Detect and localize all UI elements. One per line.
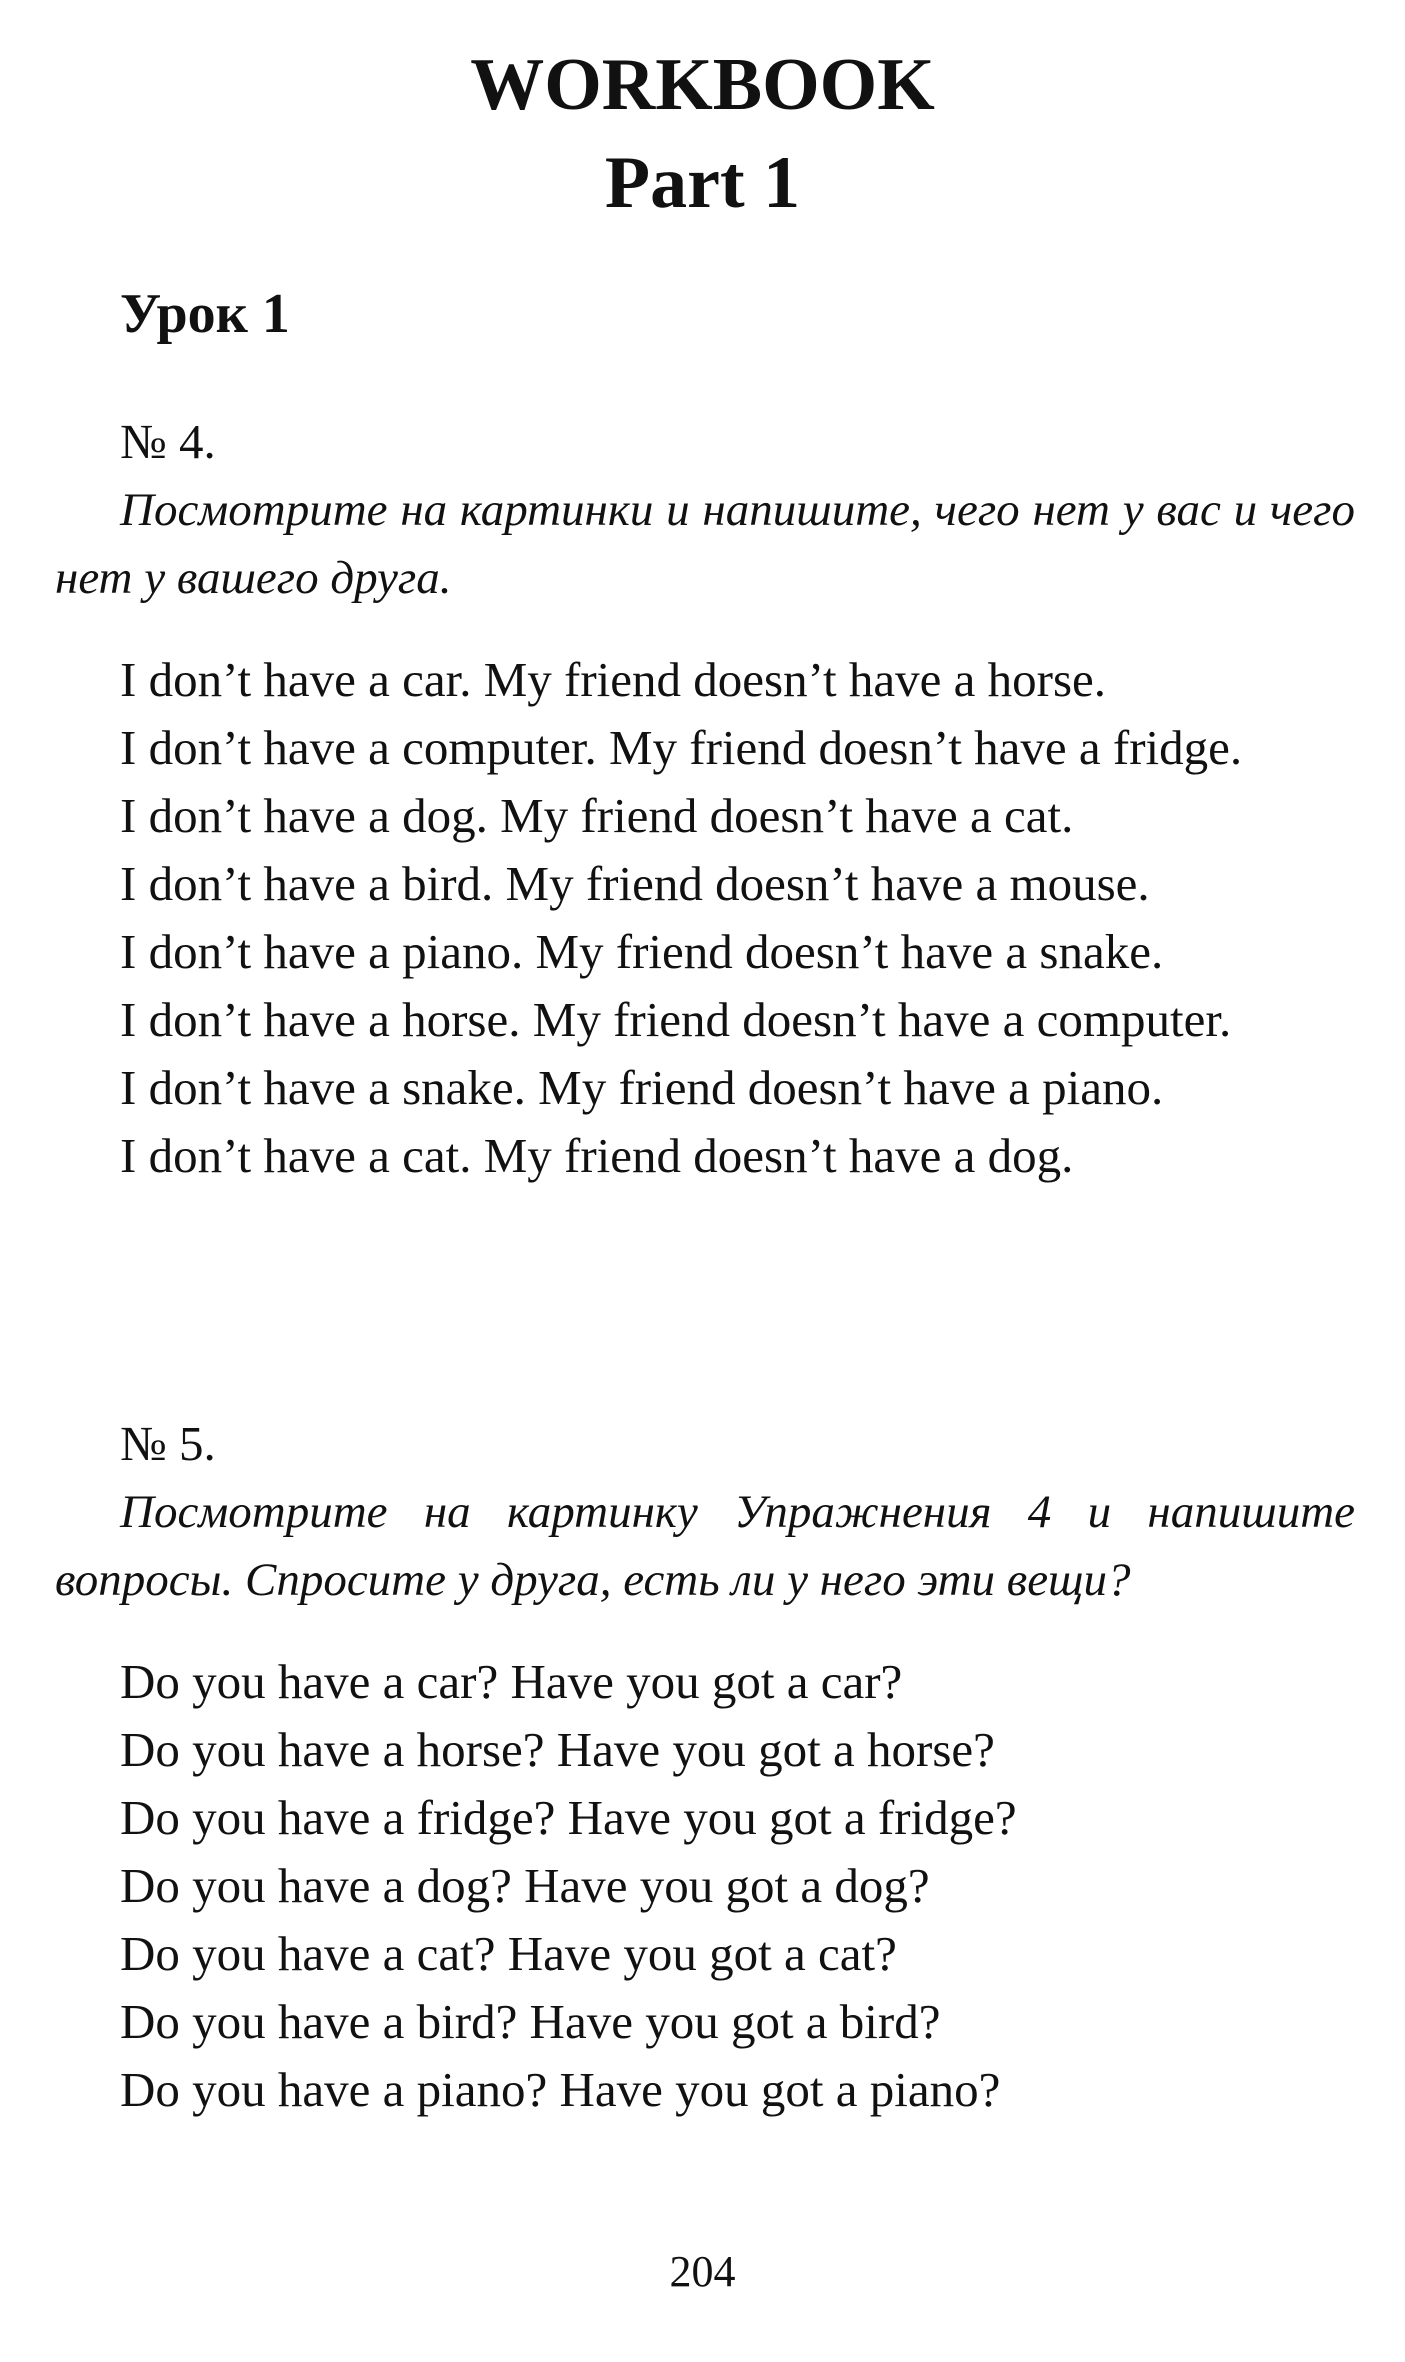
exercise-4-sentence: I don’t have a dog. My friend doesn’t have a cat. — [120, 788, 1074, 843]
exercise-5-question: Do you have a horse? Have you got a horse? — [120, 1722, 995, 1777]
exercise-5-question: Do you have a car? Have you got a car? — [120, 1654, 903, 1709]
exercise-4-sentence: I don’t have a bird. My friend doesn’t have a mouse. — [120, 856, 1150, 911]
exercise-4-sentence: I don’t have a car. My friend doesn’t have a horse. — [120, 652, 1107, 707]
exercise-4-sentence: I don’t have a horse. My friend doesn’t have a computer. — [120, 992, 1232, 1047]
exercise-4-sentence: I don’t have a computer. My friend doesn’t have a fridge. — [120, 720, 1243, 775]
exercise-5-question: Do you have a bird? Have you got a bird? — [120, 1994, 941, 2049]
exercise-5-question: Do you have a fridge? Have you got a fridge? — [120, 1790, 1017, 1845]
exercise-4-sentence: I don’t have a snake. My friend doesn’t have a piano. — [120, 1060, 1164, 1115]
page-number: 204 — [669, 2247, 736, 2296]
exercise-5-question: Do you have a piano? Have you got a piano? — [120, 2062, 1001, 2117]
exercise-5 — [55, 1410, 1355, 2124]
exercise-5-question: Do you have a cat? Have you got a cat? — [120, 1926, 897, 1981]
part-title: Part 1 — [604, 142, 801, 224]
exercise-4-instruction: Посмотрите на картинки и напишите, чего нет у вас и чего нет у вашего друга. — [55, 484, 1355, 604]
exercise-5-number: № 5. — [120, 1416, 216, 1471]
workbook-title: WORKBOOK — [470, 44, 935, 126]
exercise-4 — [55, 408, 1355, 1190]
exercise-5-instruction: Посмотрите на картинку Упражнения 4 и напишите вопросы. Спросите у друга, есть ли у него эти вещи? — [55, 1486, 1355, 1606]
exercise-5-question: Do you have a dog? Have you got a dog? — [120, 1858, 930, 1913]
exercise-4-sentence: I don’t have a piano. My friend doesn’t have a snake. — [120, 924, 1164, 979]
exercise-4-number: № 4. — [120, 414, 216, 469]
lesson-heading: Урок 1 — [120, 283, 290, 345]
exercise-4-sentence: I don’t have a cat. My friend doesn’t have a dog. — [120, 1128, 1074, 1183]
